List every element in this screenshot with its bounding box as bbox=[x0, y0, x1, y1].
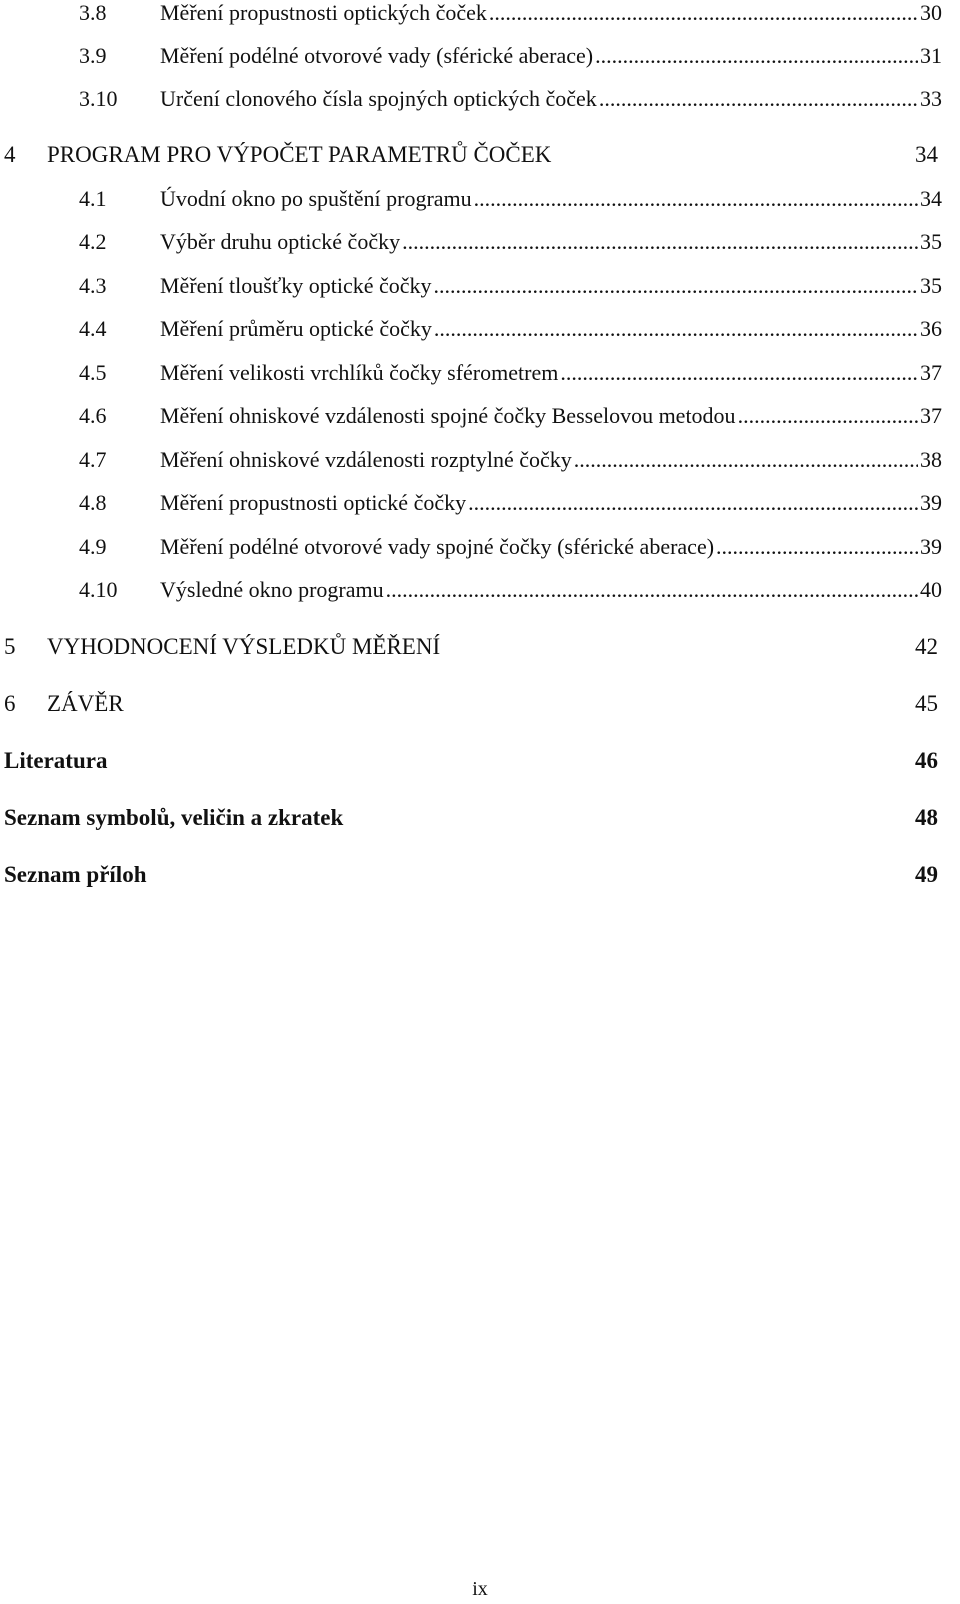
toc-entry-number: 3.8 bbox=[79, 0, 107, 25]
toc-entry-number: 4.1 bbox=[79, 186, 107, 211]
toc-entry-page: 40 bbox=[920, 577, 942, 602]
toc-literatura[interactable] bbox=[4, 748, 938, 774]
toc-chapter-number: 4 bbox=[4, 142, 16, 167]
toc-entry-page: 35 bbox=[920, 229, 942, 254]
toc-entry-page: 30 bbox=[920, 0, 942, 25]
dot-leader bbox=[474, 186, 918, 212]
toc-entry-page: 34 bbox=[920, 186, 942, 211]
toc-entry-title: Měření průměru optické čočky bbox=[160, 316, 432, 341]
toc-chapter-5[interactable] bbox=[4, 634, 938, 660]
toc-entry-page: 39 bbox=[920, 534, 942, 559]
toc-entry-page: 39 bbox=[920, 490, 942, 515]
toc-entry-page: 33 bbox=[920, 86, 942, 111]
dot-leader bbox=[489, 0, 918, 26]
toc-entry-page: 36 bbox=[920, 316, 942, 341]
toc-chapter-6[interactable] bbox=[4, 691, 938, 717]
dot-leader bbox=[595, 43, 918, 69]
toc-chapter-number: 6 bbox=[4, 691, 16, 716]
toc-chapter-page: 45 bbox=[915, 691, 938, 716]
toc-entry-title: Výběr druhu optické čočky bbox=[160, 229, 401, 254]
dot-leader bbox=[560, 360, 918, 386]
dot-leader bbox=[434, 316, 918, 342]
dot-leader bbox=[574, 447, 918, 473]
toc-seznam-symbolu[interactable] bbox=[4, 805, 938, 831]
toc-chapter-page: 46 bbox=[915, 748, 938, 773]
toc-chapter-4[interactable] bbox=[4, 142, 938, 168]
toc-entry-number: 4.4 bbox=[79, 316, 107, 341]
toc-entry-4-2[interactable] bbox=[79, 229, 942, 255]
toc-entry-4-9[interactable] bbox=[79, 534, 942, 560]
dot-leader bbox=[468, 490, 918, 516]
toc-entry-4-8[interactable] bbox=[79, 490, 942, 516]
dot-leader bbox=[402, 229, 918, 255]
toc-chapter-title: Seznam příloh bbox=[4, 862, 147, 887]
toc-entry-number: 3.9 bbox=[79, 43, 107, 68]
toc-chapter-title: VYHODNOCENÍ VÝSLEDKŮ MĚŘENÍ bbox=[47, 634, 441, 659]
toc-entry-4-5[interactable] bbox=[79, 360, 942, 386]
toc-entry-number: 4.10 bbox=[79, 577, 118, 602]
dot-leader bbox=[716, 534, 918, 560]
dot-leader bbox=[434, 273, 919, 299]
toc-entry-number: 4.7 bbox=[79, 447, 107, 472]
toc-entry-4-3[interactable] bbox=[79, 273, 942, 299]
toc-entry-title: Měření ohniskové vzdálenosti rozptylné čočky bbox=[160, 447, 572, 472]
toc-entry-3-9[interactable] bbox=[79, 43, 942, 69]
toc-entry-4-1[interactable] bbox=[79, 186, 942, 212]
page-number: ix bbox=[472, 1578, 488, 1600]
toc-chapter-page: 49 bbox=[915, 862, 938, 887]
toc-entry-title: Měření propustnosti optické čočky bbox=[160, 490, 467, 515]
toc-entry-3-8[interactable] bbox=[79, 0, 942, 26]
toc-entry-page: 37 bbox=[920, 360, 942, 385]
toc-entry-page: 37 bbox=[920, 403, 942, 428]
toc-entry-number: 4.3 bbox=[79, 273, 107, 298]
toc-entry-title: Měření velikosti vrchlíků čočky sférometrem bbox=[160, 360, 559, 385]
toc-chapter-page: 48 bbox=[915, 805, 938, 830]
toc-entry-page: 35 bbox=[920, 273, 942, 298]
dot-leader bbox=[738, 403, 918, 429]
toc-entry-number: 4.6 bbox=[79, 403, 107, 428]
toc-chapter-title: Literatura bbox=[4, 748, 108, 773]
toc-entry-title: Výsledné okno programu bbox=[160, 577, 384, 602]
toc-chapter-number: 5 bbox=[4, 634, 16, 659]
toc-chapter-page: 42 bbox=[915, 634, 938, 659]
dot-leader bbox=[386, 577, 918, 603]
toc-entry-page: 38 bbox=[920, 447, 942, 472]
toc-entry-title: Určení clonového čísla spojných optických čoček bbox=[160, 86, 597, 111]
toc-entry-4-10[interactable] bbox=[79, 577, 942, 603]
toc-entry-page: 31 bbox=[920, 43, 942, 68]
toc-entry-number: 4.8 bbox=[79, 490, 107, 515]
toc-entry-number: 4.2 bbox=[79, 229, 107, 254]
toc-entry-title: Měření tloušťky optické čočky bbox=[160, 273, 432, 298]
toc-chapter-title: Seznam symbolů, veličin a zkratek bbox=[4, 805, 344, 830]
toc-entry-title: Měření podélné otvorové vady spojné čočky (sférické aberace) bbox=[160, 534, 715, 559]
toc-entry-number: 4.5 bbox=[79, 360, 107, 385]
toc-seznam-priloh[interactable] bbox=[4, 862, 938, 888]
toc-entry-4-7[interactable] bbox=[79, 447, 942, 473]
toc-entry-3-10[interactable] bbox=[79, 86, 942, 112]
dot-leader bbox=[599, 86, 918, 112]
toc-entry-number: 4.9 bbox=[79, 534, 107, 559]
toc-chapter-title: ZÁVĚR bbox=[47, 691, 124, 716]
toc-entry-title: Měření ohniskové vzdálenosti spojné čočky Besselovou metodou bbox=[160, 403, 736, 428]
toc-chapter-title: PROGRAM PRO VÝPOČET PARAMETRŮ ČOČEK bbox=[47, 142, 552, 167]
toc-entry-4-6[interactable] bbox=[79, 403, 942, 429]
toc-entry-4-4[interactable] bbox=[79, 316, 942, 342]
toc-entry-title: Měření propustnosti optických čoček bbox=[160, 0, 487, 25]
toc-entry-title: Úvodní okno po spuštění programu bbox=[160, 186, 472, 211]
toc-chapter-page: 34 bbox=[915, 142, 938, 167]
toc-entry-title: Měření podélné otvorové vady (sférické aberace) bbox=[160, 43, 594, 68]
toc-entry-number: 3.10 bbox=[79, 86, 118, 111]
